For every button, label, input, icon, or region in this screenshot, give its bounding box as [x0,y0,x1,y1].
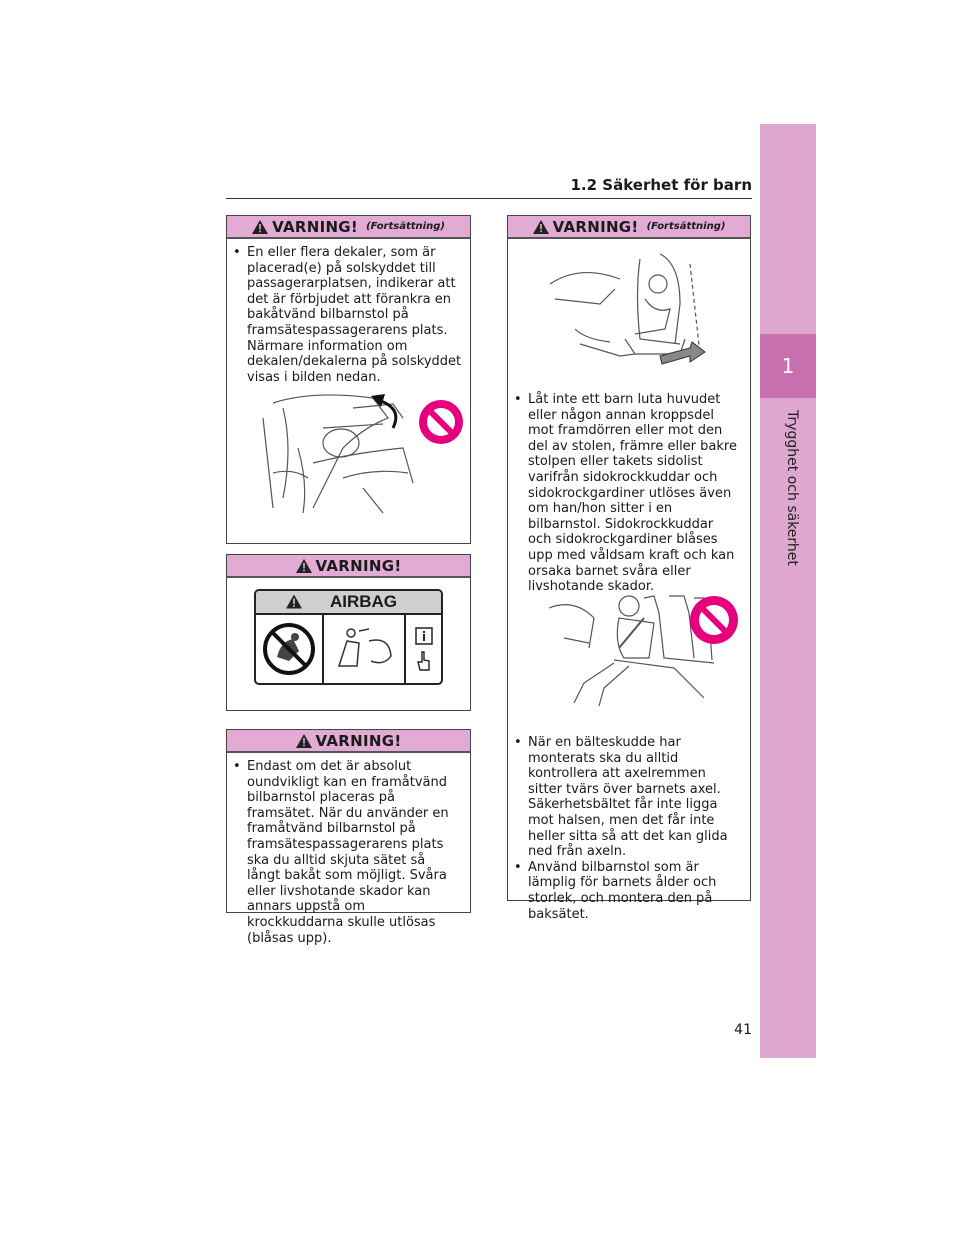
child-seat-front-illustration [540,244,710,372]
warning-continued: (Fortsättning) [646,221,726,232]
warning-header [508,216,750,239]
prohibition-icon [690,596,738,644]
prohibition-icon [419,400,463,444]
warning-triangle-icon [533,220,549,234]
warning-triangle-icon [286,594,302,609]
warning-box-continued-left [226,215,471,544]
warning-title: VARNING! [552,217,639,236]
warning-title: VARNING! [315,731,402,750]
header-divider [226,198,752,199]
warning-triangle-icon [296,559,312,573]
warning-triangle-icon [296,734,312,748]
section-header: 1.2 Säkerhet för barn [570,176,752,194]
warning-bullets [512,392,738,595]
booster-cushion-illustration [544,588,744,708]
warning-continued: (Fortsättning) [366,221,445,232]
sun-visor-illustration [253,388,463,518]
bullet-item: • Använd bilbarnstol som är lämplig för barnets ålder och storlek, och montera den på baksätet. [512,860,738,922]
manual-book-icon [414,626,434,646]
warning-box-forward-facing [226,729,471,946]
airbag-warning-label [254,589,443,685]
warning-box-continued-right [507,215,751,922]
no-rear-facing-seat-icon [261,621,317,677]
warning-header [227,555,470,578]
warning-title: VARNING! [315,556,402,575]
warning-title: VARNING! [272,217,359,236]
warning-box-airbag-label [226,554,471,711]
chapter-number: 1 [760,334,816,398]
warning-bullets [227,753,470,946]
page-number: 41 [734,1022,752,1038]
warning-header [227,216,470,239]
airbag-text: AIRBAG [329,592,398,611]
bullet-item: • Låt inte ett barn luta huvudet eller någon annan kroppsdel mot framdörren eller mot den del av stolen, främre eller bakre stolpen eller takets sidolist varifrån sidokrockkuddar och sidokrockgardiner utlöses även om han/hon sitter i en bilbarnstol. Sidokrockkuddar och sidokrockgardiner blåses upp med våldsam kraft och kan orsaka barnet svåra eller livshotande skador. [512,392,738,595]
bullet-item: • Endast om det är absolut oundvikligt kan en framåtvänd bilbarnstol placeras på framsätet. När du använder en framåtvänd bilbarnstol på framsätespassagerarens plats ska du alltid skjuta sätet så långt bakåt som möjligt. Svåra eller livshotande skador kan annars uppstå om krockkuddarna skulle utlösas (blåsas upp). [231,759,462,946]
bullet-item: • När en bälteskudde har monterats ska du alltid kontrollera att axelremmen sitter tvärs över barnets axel. Säkerhetsbältet får inte ligga mot halsen, men det får inte heller sitta så att det kan glida ned från axeln. [512,735,738,860]
warning-bullets [227,239,470,385]
chapter-title: Trygghet och säkerhet [784,410,800,566]
warning-triangle-icon [252,220,268,234]
bullet-item: • En eller flera dekaler, som är placerad(e) på solskyddet till passagerarplatsen, indikerar att det är förbjudet att förankra en bakåtvänd bilbarnstol på framsätespassagerarens plats. Närmare information om dekalen/dekalerna på solskyddet visas i bilden nedan. [231,245,462,385]
warning-header [227,730,470,753]
pointing-hand-icon [415,650,433,672]
warning-bullets [512,735,738,922]
airbag-deploy-icon [329,621,399,677]
